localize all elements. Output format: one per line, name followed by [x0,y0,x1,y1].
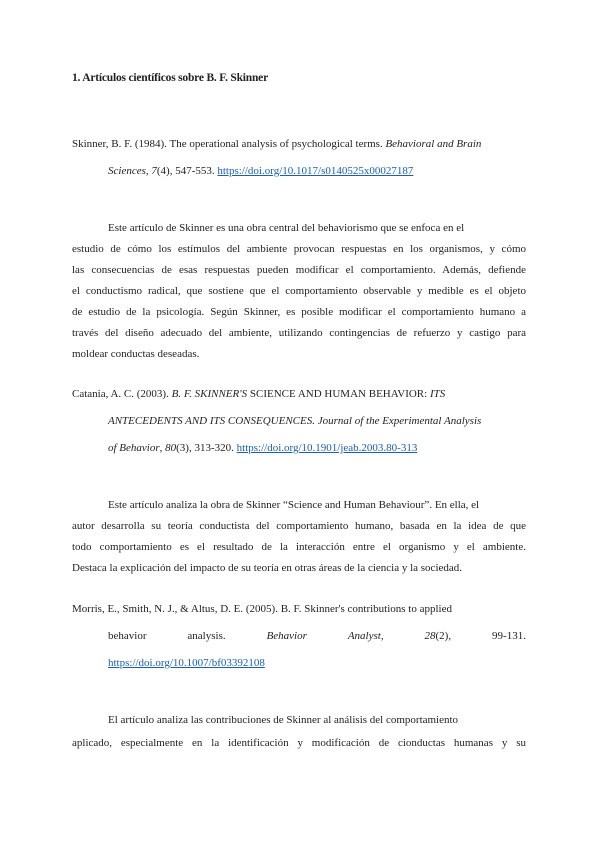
reference-2-line-3: of Behavior, 80(3), 313-320. https://doi.org/10.1901/jeab.2003.80-313 [108,442,418,454]
paragraph-1-line: estudio de cómo los estímulos del ambiente provocan respuestas en los organismos, y cómo [72,243,526,255]
paragraph-3-line: El artículo analiza las contribuciones de Skinner al análisis del comportamiento [108,714,459,726]
paragraph-1-line: de estudio de la psicología. Según Skinner, es posible modificar el comportamiento humano a [72,306,526,318]
reference-3-line-3 [108,656,265,670]
paragraph-1-line: moldear conductas deseadas. [72,348,200,360]
paragraph-1-line: través del diseño adecuado del ambiente, utilizando contingencias de refuerzo y castigo para [72,327,526,339]
reference-1-line-2: Sciences, 7(4), 547-553. https://doi.org/10.1017/s0140525x00027187 [108,165,414,177]
paragraph-1-line: las consecuencias de esas respuestas pueden modificar el comportamiento. Además, defiende [72,264,526,276]
paragraph-3-line: aplicado, especialmente en la identificación y modificación de cionductas humanas y su [72,737,526,749]
reference-3-line-1: Morris, E., Smith, N. J., & Altus, D. E. (2005). B. F. Skinner's contributions to applied [72,603,452,615]
paragraph-1-line: Este artículo de Skinner es una obra central del behaviorismo que se enfoca en el [108,222,465,234]
reference-2-line-1: Catania, A. C. (2003). B. F. SKINNER'S SCIENCE AND HUMAN BEHAVIOR: ITS [72,388,446,400]
paragraph-1-line: el conductismo radical, que sostiene que el comportamiento observable y medible es el objeto [72,285,526,297]
paragraph-2-line: Este artículo analiza la obra de Skinner “Science and Human Behaviour”. En ella, el [108,499,480,511]
paragraph-2-line: Destaca la explicación del impacto de su teoría en otras áreas de la ciencia y la sociedad. [72,562,463,574]
paragraph-2-line: autor desarrolla su teoría conductista del comportamiento humano, basada en la idea de que [72,520,526,532]
paragraph-2-line: todo comportamiento es el resultado de la interacción entre el organismo y el ambiente. [72,541,526,553]
section-heading: 1. Artículos científicos sobre B. F. Skinner [72,72,268,84]
reference-1-doi-link[interactable]: https://doi.org/10.1017/s0140525x00027187 [217,165,414,177]
reference-3-line-2: behavior analysis. Behavior Analyst, 28(2), 99-131. [108,630,526,642]
reference-2-doi-link[interactable]: https://doi.org/10.1901/jeab.2003.80-313 [236,442,418,454]
reference-2-line-2: ANTECEDENTS AND ITS CONSEQUENCES. Journal of the Experimental Analysis [108,415,482,427]
reference-3-doi-link[interactable]: https://doi.org/10.1007/bf03392108 [108,657,265,669]
reference-1-line-1: Skinner, B. F. (1984). The operational analysis of psychological terms. Behavioral and Brain [72,138,482,150]
